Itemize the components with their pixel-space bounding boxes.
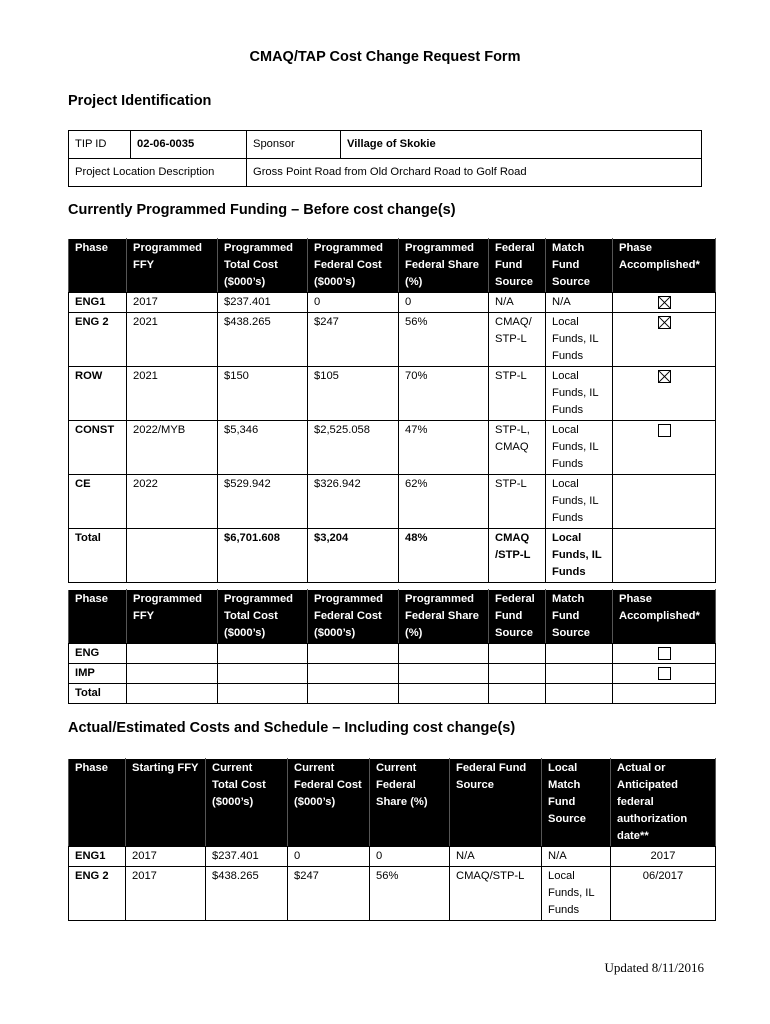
cell-share: 70% [399, 367, 489, 421]
cell-ffy: 2021 [127, 367, 218, 421]
checked-checkbox-icon[interactable] [658, 296, 671, 309]
cell-phase: ENG 2 [69, 313, 127, 367]
empty-cell[interactable] [127, 684, 218, 704]
total-match: Local Funds, IL Funds [546, 529, 613, 583]
location-label: Project Location Description [69, 159, 247, 187]
checked-checkbox-icon[interactable] [658, 316, 671, 329]
empty-cell[interactable] [308, 644, 399, 664]
column-header: Federal Fund Source [489, 590, 546, 644]
empty-cell[interactable] [489, 664, 546, 684]
cell-phase: Total [69, 684, 127, 704]
total-accomplished [613, 529, 716, 583]
total-total: $6,701.608 [218, 529, 308, 583]
cell-date: 06/2017 [611, 867, 716, 921]
cell-fed-source: N/A [489, 293, 546, 313]
column-header: Phase Accomplished* [613, 590, 716, 644]
cell-share: 56% [399, 313, 489, 367]
cell-phase: ENG 2 [69, 867, 126, 921]
sponsor-value: Village of Skokie [341, 131, 702, 159]
cell-fed-source: CMAQ/STP-L [450, 867, 542, 921]
project-identification-table [68, 130, 702, 187]
location-value: Gross Point Road from Old Orchard Road to Golf Road [247, 159, 702, 187]
cell-phase: ENG1 [69, 293, 127, 313]
checkbox-icon[interactable] [658, 647, 671, 660]
updated-date: Updated 8/11/2016 [604, 960, 704, 975]
cell-share: 47% [399, 421, 489, 475]
cell-fed-source: STP-L [489, 475, 546, 529]
cell-fed-source: N/A [450, 847, 542, 867]
cell-accomplished [613, 644, 716, 664]
section-heading-project-identification: Project Identification [68, 93, 212, 109]
total-phase: Total [69, 529, 127, 583]
cell-phase: CONST [69, 421, 127, 475]
column-header: Starting FFY [126, 759, 206, 847]
cell-accomplished [613, 475, 716, 529]
column-header: Programmed Federal Share (%) [399, 590, 489, 644]
cell-ffy: 2022/MYB [127, 421, 218, 475]
column-header: Programmed Federal Cost ($000’s) [308, 590, 399, 644]
cell-fed-source: CMAQ/ STP-L [489, 313, 546, 367]
column-header: Federal Fund Source [450, 759, 542, 847]
page-title: CMAQ/TAP Cost Change Request Form [249, 49, 521, 65]
column-header: Current Federal Share (%) [370, 759, 450, 847]
empty-cell[interactable] [308, 684, 399, 704]
cell-match: N/A [542, 847, 611, 867]
cell-phase: IMP [69, 664, 127, 684]
actual-costs-table [68, 758, 716, 921]
cell-share: 0 [399, 293, 489, 313]
empty-cell[interactable] [218, 644, 308, 664]
column-header: Programmed Federal Share (%) [399, 239, 489, 293]
total-fed-source: CMAQ /STP-L [489, 529, 546, 583]
cell-accomplished [613, 421, 716, 475]
cell-total: $529.942 [218, 475, 308, 529]
column-header: Programmed Total Cost ($000’s) [218, 590, 308, 644]
cell-date: 2017 [611, 847, 716, 867]
cell-federal: 0 [288, 847, 370, 867]
empty-cell[interactable] [489, 684, 546, 704]
cell-total: $237.401 [206, 847, 288, 867]
section-heading-actual-estimated: Actual/Estimated Costs and Schedule – Including cost change(s) [68, 720, 516, 736]
cell-match: Local Funds, IL Funds [546, 367, 613, 421]
cell-federal: $247 [308, 313, 399, 367]
tip-id-value: 02-06-0035 [131, 131, 247, 159]
cell-ffy: 2017 [127, 293, 218, 313]
cell-total: $438.265 [206, 867, 288, 921]
column-header: Phase [69, 239, 127, 293]
cell-match: N/A [546, 293, 613, 313]
empty-cell[interactable] [218, 664, 308, 684]
cell-accomplished [613, 313, 716, 367]
cell-ffy: 2017 [126, 847, 206, 867]
column-header: Programmed FFY [127, 590, 218, 644]
programmed-funding-table-2 [68, 589, 716, 704]
total-share: 48% [399, 529, 489, 583]
cell-match: Local Funds, IL Funds [546, 313, 613, 367]
cell-federal: $105 [308, 367, 399, 421]
cell-accomplished [613, 664, 716, 684]
cell-share: 0 [370, 847, 450, 867]
empty-cell[interactable] [127, 664, 218, 684]
column-header: Current Federal Cost ($000’s) [288, 759, 370, 847]
total-federal: $3,204 [308, 529, 399, 583]
column-header: Phase Accomplished* [613, 239, 716, 293]
empty-cell[interactable] [308, 664, 399, 684]
cell-match: Local Funds, IL Funds [542, 867, 611, 921]
cell-accomplished [613, 684, 716, 704]
column-header: Current Total Cost ($000’s) [206, 759, 288, 847]
total-row [69, 529, 716, 583]
cell-accomplished [613, 367, 716, 421]
column-header: Phase [69, 590, 127, 644]
column-header: Phase [69, 759, 126, 847]
section-heading-currently-programmed: Currently Programmed Funding – Before cost change(s) [68, 202, 456, 218]
empty-cell[interactable] [489, 644, 546, 664]
column-header: Federal Fund Source [489, 239, 546, 293]
table-row [69, 867, 716, 921]
cell-share: 62% [399, 475, 489, 529]
column-header: Programmed Federal Cost ($000’s) [308, 239, 399, 293]
cell-accomplished [613, 293, 716, 313]
cell-fed-source: STP-L [489, 367, 546, 421]
cell-ffy: 2017 [126, 867, 206, 921]
empty-cell[interactable] [399, 664, 489, 684]
table-row [69, 475, 716, 529]
empty-cell[interactable] [399, 644, 489, 664]
empty-cell[interactable] [546, 684, 613, 704]
checked-checkbox-icon[interactable] [658, 370, 671, 383]
table-row [69, 847, 716, 867]
programmed-funding-table [68, 238, 716, 583]
total-ffy [127, 529, 218, 583]
table-row [69, 664, 716, 684]
table-row [69, 421, 716, 475]
cell-phase: ENG [69, 644, 127, 664]
cell-total: $237.401 [218, 293, 308, 313]
checkbox-icon[interactable] [658, 424, 671, 437]
table-row [69, 367, 716, 421]
empty-cell[interactable] [127, 644, 218, 664]
empty-cell[interactable] [399, 684, 489, 704]
column-header: Programmed Total Cost ($000’s) [218, 239, 308, 293]
empty-cell[interactable] [546, 644, 613, 664]
cell-fed-source: STP-L, CMAQ [489, 421, 546, 475]
cell-federal: $326.942 [308, 475, 399, 529]
sponsor-label: Sponsor [247, 131, 341, 159]
table-row [69, 684, 716, 704]
cell-match: Local Funds, IL Funds [546, 421, 613, 475]
empty-cell[interactable] [546, 664, 613, 684]
cell-match: Local Funds, IL Funds [546, 475, 613, 529]
cell-federal: $247 [288, 867, 370, 921]
cell-share: 56% [370, 867, 450, 921]
cell-total: $438.265 [218, 313, 308, 367]
column-header: Match Fund Source [546, 590, 613, 644]
cell-ffy: 2022 [127, 475, 218, 529]
cell-total: $5,346 [218, 421, 308, 475]
cell-phase: ENG1 [69, 847, 126, 867]
cell-federal: $2,525.058 [308, 421, 399, 475]
cell-federal: 0 [308, 293, 399, 313]
cell-total: $150 [218, 367, 308, 421]
empty-cell[interactable] [218, 684, 308, 704]
tip-id-label: TIP ID [69, 131, 131, 159]
cell-ffy: 2021 [127, 313, 218, 367]
column-header: Programmed FFY [127, 239, 218, 293]
checkbox-icon[interactable] [658, 667, 671, 680]
column-header: Match Fund Source [546, 239, 613, 293]
column-header: Actual or Anticipated federal authorization date** [611, 759, 716, 847]
table-row [69, 313, 716, 367]
table-row [69, 293, 716, 313]
column-header: Local Match Fund Source [542, 759, 611, 847]
cell-phase: ROW [69, 367, 127, 421]
table-row [69, 644, 716, 664]
cell-phase: CE [69, 475, 127, 529]
